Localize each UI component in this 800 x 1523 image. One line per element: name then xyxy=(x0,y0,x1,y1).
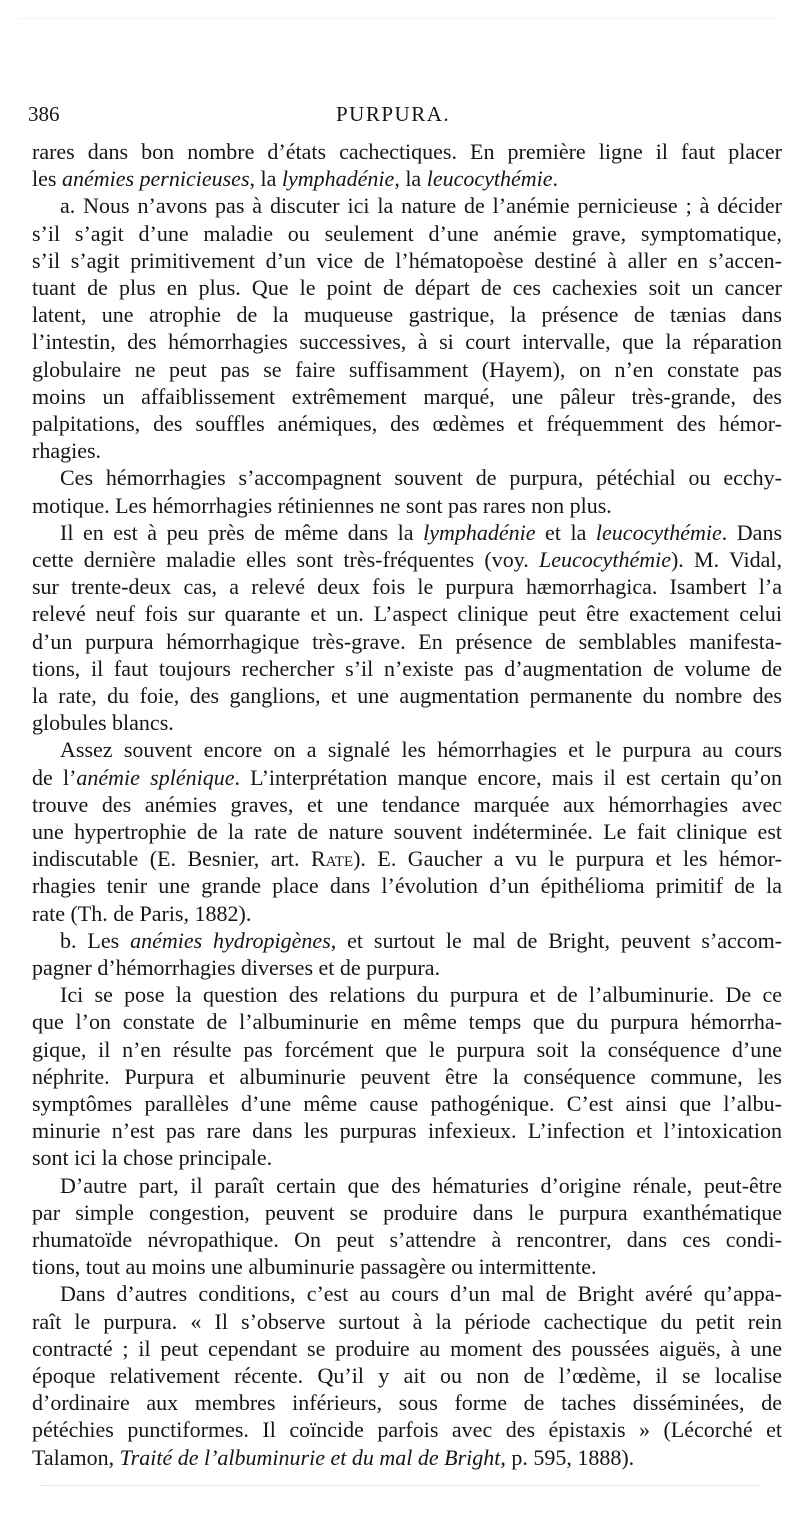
text-line: l’intestin, des hémorrhagies successives, à si court intervalle, que la réparation xyxy=(32,329,782,355)
text-line: Assez souvent encore on a signalé les hémorrhagies et le purpura au cours xyxy=(60,737,782,763)
text-line: cette dernière maladie elles sont très-fréquentes (voy. Leucocythémie). M. Vidal, xyxy=(32,547,783,572)
text-line: d’un purpura hémorrhagique très-grave. En présence de semblables manifesta- xyxy=(32,628,782,654)
text-line: raît le purpura. « Il s’observe surtout à la période cachectique du petit rein xyxy=(32,1308,782,1334)
text-line: gique, il n’en résulte pas forcément que le purpura soit la conséquence d’une xyxy=(32,1036,782,1062)
text-line: néphrite. Purpura et albuminurie peuvent être la conséquence commune, les xyxy=(32,1063,782,1089)
page-number: 386 xyxy=(28,102,60,126)
text-line: rhagies tenir une grande place dans l’évolution d’un épithélioma primitif de la xyxy=(32,873,782,899)
text-line: la rate, du foie, des ganglions, et une augmentation permanente du nombre des xyxy=(32,683,782,708)
text-line: palpitations, des souffles anémiques, des œdèmes et fréquemment des hémor- xyxy=(32,411,782,436)
text-line: s’il s’agit primitivement d’un vice de l’hématopoèse destiné à aller en s’accen- xyxy=(32,247,782,273)
text-line: globules blancs. xyxy=(32,710,174,736)
text-line: minurie n’est pas rare dans les purpuras infexieux. L’infection et l’intoxication xyxy=(32,1118,782,1144)
text-line: une hypertrophie de la rate de nature souvent indéterminée. Le fait clinique est xyxy=(32,819,782,844)
text-line: Dans d’autres conditions, c’est au cours d’un mal de Bright avéré qu’appa- xyxy=(60,1281,782,1307)
text-line: d’ordinaire aux membres inférieurs, sous forme de taches disséminées, de xyxy=(32,1390,782,1416)
text-line: Ici se pose la question des relations du purpura et de l’albuminurie. De ce xyxy=(60,982,782,1008)
text-line: rares dans bon nombre d’états cachectiques. En première ligne il faut placer xyxy=(32,139,782,164)
text-line: pagner d’hémorrhagies diverses et de purpura. xyxy=(32,955,441,980)
text-line: tions, tout au moins une albuminurie passagère ou intermittente. xyxy=(32,1254,597,1280)
text-line: par simple congestion, peuvent se produire dans le purpura exanthématique xyxy=(32,1199,782,1225)
text-line: que l’on constate de l’albuminurie en même temps que du purpura hémorrha- xyxy=(32,1009,782,1035)
text-line: tuant de plus en plus. Que le point de départ de ces cachexies soit un cancer xyxy=(32,275,782,300)
text-line: sont ici la chose principale. xyxy=(32,1145,273,1171)
scan-noise-top xyxy=(20,18,780,23)
text-line: rhumatoïde névropathique. On peut s’attendre à rencontrer, dans ces condi- xyxy=(32,1227,782,1252)
text-line: motique. Les hémorrhagies rétiniennes ne sont pas rares non plus. xyxy=(32,492,612,518)
text-line: a. Nous n’avons pas à discuter ici la nature de l’anémie pernicieuse ; à décider xyxy=(60,193,782,219)
text-line: les anémies pernicieuses, la lymphadénie, la leucocythémie. xyxy=(32,166,559,192)
text-line: moins un affaiblissement extrêmement marqué, une pâleur très-grande, des xyxy=(32,383,782,409)
text-line: Il en est à peu près de même dans la lymphadénie et la leucocythémie. Dans xyxy=(60,519,783,545)
text-line: b. Les anémies hydropigènes, et surtout le mal de Bright, peuvent s’accom- xyxy=(60,927,783,953)
text-line: globulaire ne peut pas se faire suffisamment (Hayem), on n’en constate pas xyxy=(32,356,782,382)
text-line: latent, une atrophie de la muqueuse gastrique, la présence de tænias dans xyxy=(32,302,782,328)
text-line: symptômes parallèles d’une même cause pathogénique. C’est ainsi que l’albu- xyxy=(32,1091,782,1116)
text-line: pétéchies punctiformes. Il coïncide parfois avec des épistaxis » (Lécorché et xyxy=(32,1417,782,1443)
text-line: de l’anémie splénique. L’interprétation manque encore, mais il est certain qu’on xyxy=(32,764,782,790)
running-head: PURPURA. xyxy=(336,102,451,126)
scan-noise-bottom xyxy=(40,1485,760,1494)
text-line: trouve des anémies graves, et une tendance marquée aux hémorrhagies avec xyxy=(32,791,782,817)
page-header xyxy=(28,100,768,130)
text-line: indiscutable (E. Besnier, art. Rate). E. Gaucher a vu le purpura et les hémor- xyxy=(32,846,782,872)
text-line: rhagies. xyxy=(32,438,102,464)
text-line: sur trente-deux cas, a relevé deux fois le purpura hæmorrhagica. Isambert l’a xyxy=(32,574,782,600)
text-line: époque relativement récente. Qu’il y ait ou non de l’œdème, il se localise xyxy=(32,1363,782,1388)
text-line: D’autre part, il paraît certain que des hématuries d’origine rénale, peut-être xyxy=(60,1172,782,1198)
text-line: rate (Th. de Paris, 1882). xyxy=(32,900,252,926)
text-line: Ces hémorrhagies s’accompagnent souvent de purpura, pétéchial ou ecchy- xyxy=(60,465,782,491)
text-line: relevé neuf fois sur quarante et un. L’aspect clinique peut être exactement celui xyxy=(32,601,782,627)
text-line: s’il s’agit d’une maladie ou seulement d’une anémie grave, symptomatique, xyxy=(32,220,782,246)
text-line: Talamon, Traité de l’albuminurie et du mal de Bright, p. 595, 1888). xyxy=(32,1444,635,1470)
text-line: tions, il faut toujours rechercher s’il n’existe pas d’augmentation de volume de xyxy=(32,655,782,681)
text-line: contracté ; il peut cependant se produire au moment des poussées aiguës, à une xyxy=(32,1335,782,1361)
